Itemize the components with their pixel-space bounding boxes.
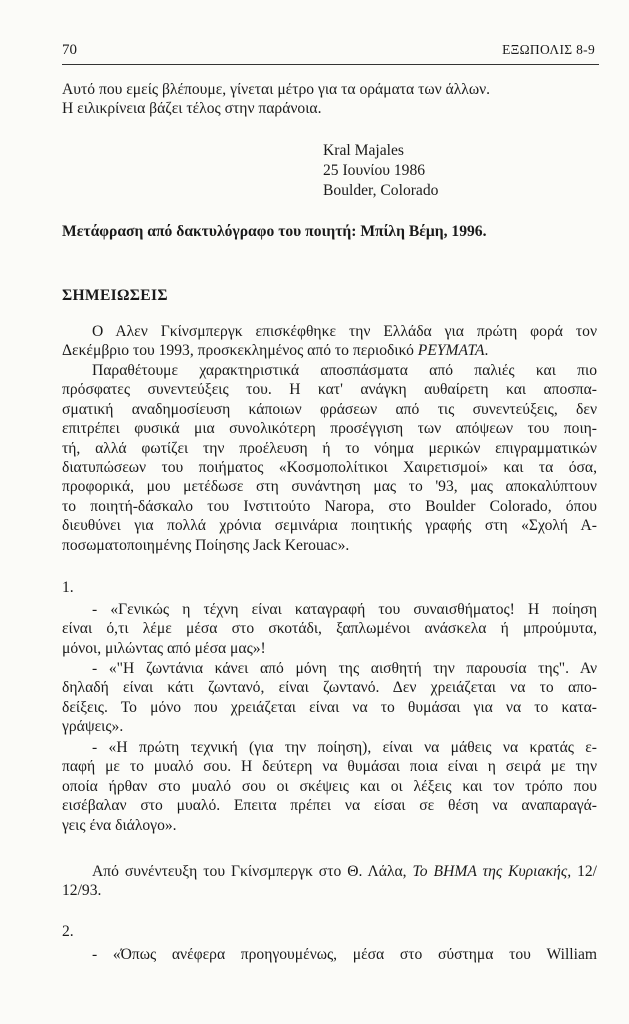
magazine-title: ΡΕΥΜΑΤΑ: [417, 342, 485, 360]
section-1-source: [62, 862, 597, 901]
text-line: είναι ό,τι λέμε μέσα στο σκοτάδι, ξαπλωμένοι ανάσκελα ή μπρούμυτα,: [62, 620, 597, 638]
section-1-quote-1: [62, 600, 597, 658]
notes-paragraph-1: [62, 322, 597, 361]
page-number: 70: [62, 42, 77, 58]
text-line: εισέβαλαν στο μυαλό. Επειτα πρέπει να είσαι σε θέση να αναπαραγά-: [62, 797, 597, 815]
text-line: γεις ένα διάλογο».: [62, 816, 177, 834]
text-line: Παραθέτουμε χαρακτηριστικά αποσπάσματα από παλιές και πιο: [92, 362, 597, 379]
signature-block: [323, 141, 438, 200]
text-line: ποσωματοποιημένης Ποίησης Jack Kerouac».: [62, 536, 350, 554]
signature-place: Boulder, Colorado: [323, 181, 439, 199]
text-span: Δεκέμβριο του 1993, προσκεκλημένος από το περιοδικό: [62, 342, 418, 360]
signature-name: Kral Majales: [323, 142, 404, 159]
text-line: πρόσφατες συνεντεύξεις του. Η κατ' ανάγκη αυθαίρετη και αποσπα-: [62, 381, 597, 399]
section-1-quote-3: [62, 738, 597, 835]
text-line: [62, 862, 597, 881]
text-line: - «Η πρώτη τεχνική (για την ποίηση), είναι να μάθεις να κρατάς ε-: [92, 739, 597, 756]
text-line: παφή με το μυαλό σου. Η δεύτερη να θυμάσαι ποια είναι η σειρά με την: [62, 758, 597, 776]
text-line: διατυπώσεων του ποιήματος «Κοσμοπολίτικοι Χαιρετισμοί» και τα όσα,: [62, 459, 597, 477]
text-span: .: [484, 342, 489, 360]
text-line: μόνοι, μιλώντας από μέσα μας»!: [62, 639, 266, 657]
signature-date: 25 Ιουνίου 1986: [323, 161, 426, 179]
translation-note: Μετάφραση από δακτυλόγραφο του ποιητή: Μπίλη Βέμη, 1996.: [62, 223, 487, 240]
text-line: - «Όπως ανέφερα προηγουμένως, μέσα στο σύστημα του William: [92, 946, 597, 963]
newspaper-title: Το ΒΗΜΑ της Κυριακής,: [412, 863, 572, 880]
text-line: δηλαδή είναι κάτι ζωντανό, είναι ζωντανό. Δεν χρειάζεται να το απο-: [62, 679, 597, 697]
text-line: Ο Αλεν Γκίνσμπεργκ επισκέφθηκε την Ελλάδα για πρώτη φορά τον: [92, 323, 597, 340]
text-span: Από συνέντευξη του Γκίνσμπεργκ στο Θ. Λάλα,: [92, 863, 413, 880]
text-span: 12/: [571, 863, 598, 880]
notes-paragraph-2: [62, 361, 597, 555]
poem-closing-lines: [62, 80, 597, 119]
text-line: διευθύνει για πολλά χρόνια σεμινάρια ποιητικής γραφής στη «Σχολή Α-: [62, 517, 597, 535]
text-line: - «"Η ζωντάνια κάνει από μόνη της αισθητή την παρουσία της". Αν: [92, 660, 597, 677]
text-line: Αυτό που εμείς βλέπουμε, γίνεται μέτρο για τα οράματα των άλλων.: [62, 81, 491, 98]
running-header: ΕΞΩΠΟΛΙΣ 8-9: [502, 42, 595, 57]
text-line: οποία ήρθαν στο μυαλό σου οι σκέψεις και οι λέξεις και τον τρόπο που: [62, 777, 597, 795]
text-line: - «Γενικώς η τέχνη είναι καταγραφή του συναισθήματος! Η ποίηση: [92, 601, 597, 618]
text-line: προφορικά, μου μετέδωσε στη συνάντηση μας το '93, μας αποκαλύπτουν: [62, 478, 597, 496]
text-line: σματική αναδημοσίευση κάποιων φράσεων από τις συνεντεύξεις, δεν: [62, 400, 597, 418]
text-line: [62, 341, 597, 360]
notes-heading: ΣΗΜΕΙΩΣΕΙΣ: [62, 287, 168, 304]
text-line: δείξεις. Το μόνο που χρειάζεται είναι να το θυμάσαι για να το κατα-: [62, 698, 597, 716]
text-line: τή, αλλά φωτίζει την προέλευση ή το νόημα μερικών επιγραμματικών: [62, 439, 597, 457]
text-line: επιτρέπει φυσικά μια συνολικότερη προσέγγιση των απόψεων του ποιη-: [62, 420, 597, 438]
text-line: Η ειλικρίνεια βάζει τέλος στην παράνοια.: [62, 100, 322, 118]
section-1-quote-2: [62, 659, 597, 737]
section-number-1: 1.: [62, 579, 74, 596]
header-rule: [62, 64, 599, 65]
text-line: 12/93.: [62, 882, 102, 900]
text-line: γράψεις».: [62, 718, 124, 736]
section-number-2: 2.: [62, 923, 74, 940]
text-line: το ποιητή-δάσκαλο του Ινστιτούτο Naropa, στο Boulder Colorado, όπου: [62, 497, 597, 515]
section-2-quote-1: [62, 945, 597, 964]
